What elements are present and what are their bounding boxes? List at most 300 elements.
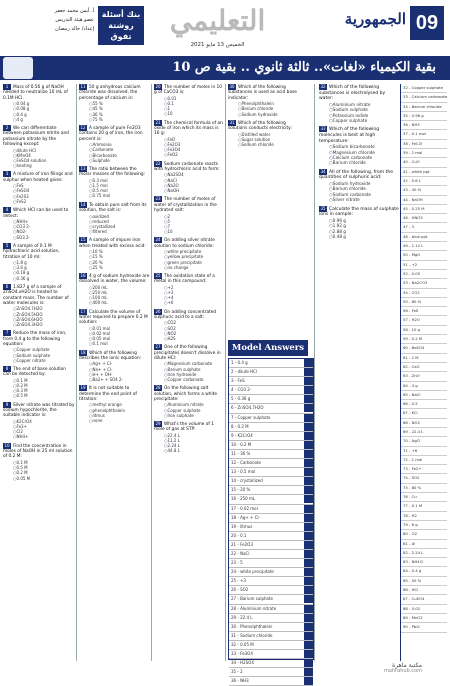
answer-option: ○ 0.01 mol: [79, 326, 150, 331]
footer-mark: مكتبة ماهرة: [392, 662, 422, 669]
answer-option: ○ Fe3+: [3, 424, 75, 429]
question-item: [154, 161, 224, 194]
question-bank-box: [4, 6, 144, 46]
strip-answer: 40 - CuO: [401, 158, 447, 167]
answer-text: 20 - 0.1: [231, 532, 247, 538]
answer-option: ○ FeSO4 solution: [3, 158, 75, 163]
strip-answer: 46 - HNO3: [401, 214, 447, 223]
question-text: [79, 166, 150, 178]
question-text: [3, 243, 75, 260]
question-text: [154, 421, 224, 433]
strip-answer: 35 - 0.96 g: [401, 112, 447, 121]
answer-row: [229, 441, 313, 450]
answer-option: ○ Carbonate: [79, 147, 150, 152]
question-item: [154, 309, 224, 342]
answer-text: 18 - Ag+ + Cl-: [231, 514, 260, 520]
question-number: 23: [155, 196, 161, 202]
answer-option: ○ oxidized: [79, 214, 150, 219]
question-column-5: [314, 84, 399, 661]
answer-option: ○ 0.96 g: [319, 218, 399, 223]
question-body: On adding concentrated sulphuric acid to a salt:: [154, 309, 217, 320]
answer-option: ○ 2: [154, 214, 224, 219]
model-answers-heading: Model Answers: [228, 340, 308, 356]
answer-option: ○ 55 %: [79, 101, 150, 106]
answer-option: ○ K2CrO4: [3, 419, 75, 424]
answer-marker: [304, 359, 313, 367]
answer-marker: [304, 432, 313, 440]
answer-option: ○ dilute HCl: [3, 148, 75, 153]
answer-option: ○ 10 %: [79, 249, 150, 254]
answer-option: ○ ZnSO4.3H2O: [3, 322, 75, 327]
strip-answer: 66 - 0.5: [401, 400, 447, 409]
question-text: [228, 120, 306, 132]
question-body: One of the following precipitates doesn't dissolve in dilute HCl:: [154, 345, 221, 361]
answer-option: ○ 0.75 mol: [79, 193, 150, 198]
answer-row: [229, 568, 313, 577]
question-body: The number of moles of water of crystallization in the hydrated salt:: [154, 197, 217, 214]
question-body: Which of the following molecules is best at high temperature:: [319, 127, 380, 144]
strip-answer: 36 - NH3: [401, 121, 447, 130]
strip-answer: 63 - ZnO: [401, 372, 447, 381]
strip-answer: 58 - 10 g: [401, 326, 447, 335]
question-text: [154, 84, 224, 96]
question-text: [79, 350, 150, 362]
answer-marker: [304, 550, 313, 558]
footer-site: mahrahub.com: [383, 668, 422, 674]
answer-option: ○ 20 %: [79, 260, 150, 265]
question-text: [319, 206, 399, 218]
answer-option: ○ NaOH: [154, 188, 224, 193]
question-body: The chemical formula of an oxide of iron which its mass is 16 g:: [154, 120, 223, 137]
question-number: 1: [3, 84, 11, 90]
question-text: [79, 237, 150, 249]
answer-marker: [304, 532, 313, 540]
answer-option: ○ 45 %: [79, 106, 150, 111]
strip-answer: 71 - +6: [401, 447, 447, 456]
question-text: [3, 84, 75, 101]
answer-option: ○ Copper nitrate: [3, 358, 75, 363]
question-body: Which of the following substances is electrolysed by water:: [319, 85, 386, 102]
question-body: Which of the following solutions conducts electricity:: [228, 120, 292, 132]
question-number: 21: [155, 119, 161, 125]
answer-row: [229, 486, 313, 495]
answer-option: ○ Sodium hydroxide: [228, 112, 306, 117]
answer-option: ○ 75 %: [79, 117, 150, 122]
answer-option: ○ 2.24 L: [154, 443, 224, 448]
answer-option: ○ crystallized: [79, 224, 150, 229]
answer-option: ○ +3: [154, 290, 224, 295]
answer-row: [229, 577, 313, 586]
answer-option: ○ Fe2O3: [154, 142, 224, 147]
answer-row: [229, 559, 313, 568]
answer-text: 21 - Fe2O3: [231, 541, 253, 547]
question-text: [3, 443, 75, 460]
question-item: [79, 202, 150, 235]
question-body: On adding silver nitrate solution to sodium chloride:: [154, 238, 215, 249]
answer-option: ○ Sodium sulphate: [319, 107, 399, 112]
answer-option: ○ Barium sulphate: [154, 367, 224, 372]
strip-answer: 37 - 0.1 mol: [401, 130, 447, 139]
question-body: Which of the following describes the ionic equation:: [79, 350, 142, 361]
question-item: [3, 366, 75, 399]
answer-marker: [304, 414, 313, 422]
answer-option: ○ 0.1: [154, 101, 224, 106]
question-number: 6: [3, 284, 11, 290]
question-number: 26: [155, 308, 161, 314]
question-item: [319, 126, 399, 165]
answer-text: 32 - 0.05 M: [231, 641, 254, 647]
question-number: 13: [80, 166, 86, 172]
answer-row: [229, 459, 313, 468]
column-divider: [151, 84, 152, 661]
answer-row: [229, 505, 313, 514]
answer-option: ○ 7: [154, 224, 224, 229]
question-body: Reduce the mass of iron, from 0.4 g to the following equation:: [3, 331, 67, 347]
question-item: [228, 120, 306, 147]
question-item: [3, 207, 75, 240]
answer-option: ○ NH4+: [3, 434, 75, 439]
question-text: [3, 171, 75, 183]
question-text: [154, 309, 224, 321]
question-number: 7: [3, 330, 11, 336]
question-item: [79, 84, 150, 122]
answer-marker: [304, 650, 313, 658]
answer-option: ○ 0.01: [154, 96, 224, 101]
answer-option: ○ NO2-: [3, 229, 75, 234]
answer-option: ○ 4 g: [3, 117, 75, 122]
question-text: [154, 273, 224, 285]
answer-option: ○ 0.08 g: [3, 106, 75, 111]
question-body: 1.827 g of a sample of ZnSO4.xH2O is heated to constant mass. The number of water molecules is:: [3, 284, 69, 306]
strip-answer: 82 - 2.24 L: [401, 549, 447, 558]
answer-option: ○ FeO2: [154, 152, 224, 157]
question-number: 24: [155, 237, 161, 243]
question-item: [3, 125, 75, 168]
question-number: 28: [155, 385, 161, 391]
answer-marker: [304, 614, 313, 622]
strip-answer: 70 - AgCl: [401, 437, 447, 446]
strip-answer: 49 - 1.12 L: [401, 242, 447, 251]
question-column-1: [3, 84, 75, 661]
answer-text: 19 - litmus: [231, 523, 253, 529]
answer-option: ○ Potassium iodide: [319, 113, 399, 118]
answer-marker: [304, 523, 313, 531]
question-body: The end of base solution can be detected by:: [3, 367, 66, 378]
answer-marker: [304, 586, 313, 594]
answer-option: ○ 0.05 M: [3, 476, 75, 481]
answer-option: ○ yellow precipitate: [154, 254, 224, 259]
answer-marker: [304, 568, 313, 576]
answer-option: ○ Magnesium chloride: [319, 150, 399, 155]
question-body: Sodium carbonate reacts with hydrochloric acid to form:: [154, 161, 220, 173]
question-body: A sample of impure iron when treated with excess acid:: [79, 238, 146, 249]
answer-marker: [304, 377, 313, 385]
question-item: [154, 273, 224, 306]
answer-option: ○ Iron hydroxide: [154, 372, 224, 377]
answer-text: 28 - Aluminium nitrate: [231, 605, 277, 611]
answer-option: ○ none: [79, 418, 150, 423]
question-text: [3, 207, 75, 219]
answer-row: [229, 377, 313, 386]
answer-option: ○ FeO: [154, 137, 224, 142]
answer-text: 7 - Copper sulphate: [231, 414, 271, 420]
question-item: [154, 421, 224, 454]
page-title: بقية الكيمياء «لغات».. ثالثة ثانوي .. بقية ص 10: [172, 60, 436, 75]
answer-row: [229, 477, 313, 486]
answer-option: ○ Copper sulphate: [3, 347, 75, 352]
answer-option: ○ white precipitate: [154, 249, 224, 254]
answer-option: ○ 0.36 g: [3, 276, 75, 281]
question-item: [3, 443, 75, 481]
logo: [344, 6, 444, 46]
answer-marker: [304, 577, 313, 585]
answer-row: [229, 677, 313, 686]
answer-marker: [304, 395, 313, 403]
question-item: [3, 284, 75, 327]
answer-option: ○ 0.5 M: [3, 465, 75, 470]
question-number: 11: [80, 84, 86, 89]
strip-answer: 88 - 0.02: [401, 605, 447, 614]
answer-option: ○ 22.4 L: [154, 433, 224, 438]
bank-line: عضو هيئة التدريس: [55, 17, 94, 23]
answer-option: ○ Ag+ + Cl-: [79, 361, 150, 366]
question-body: It is not suitable to determine the end point of titration:: [79, 386, 137, 403]
question-body: 4 g of sodium hydroxide are dissolved in water, the volume:: [79, 273, 150, 285]
question-text: [3, 366, 75, 378]
answer-option: ○ 100 mL: [79, 295, 150, 300]
answer-option: ○ Sodium hydroxide: [319, 181, 399, 186]
question-number: 3: [3, 171, 11, 177]
answer-text: 26 - SO2: [231, 587, 249, 593]
answer-text: 16 - 250 mL: [231, 496, 256, 502]
answer-row: [229, 395, 313, 404]
answer-option: ○ CO2: [154, 320, 224, 325]
question-item: [319, 206, 399, 240]
column-divider: [76, 84, 77, 661]
answer-marker: [304, 677, 313, 685]
question-item: [319, 169, 399, 203]
question-column-4: [228, 84, 306, 335]
strip-answer: 61 - 2 M: [401, 354, 447, 363]
answer-row: [229, 550, 313, 559]
question-number: 19: [80, 385, 86, 391]
answer-option: ○ filtered: [79, 229, 150, 234]
question-item: [319, 84, 399, 123]
answer-option: ○ ZnSO4.5H2O: [3, 312, 75, 317]
answer-text: 24 - white precipitate: [231, 569, 274, 575]
question-item: [79, 125, 150, 163]
answer-text: 30 - Phenolphthalein: [231, 623, 273, 629]
answer-option: ○ 0.2 M: [3, 470, 75, 475]
answer-option: ○ Na2O: [154, 183, 224, 188]
question-number: 14: [80, 201, 86, 207]
strip-answer: 33 - Calcium carbonate: [401, 93, 447, 102]
answer-option: ○ 0.1 mol: [79, 341, 150, 346]
answer-option: ○ SO3 2-: [3, 235, 75, 240]
strip-answer: 55 - 60 %: [401, 298, 447, 307]
answer-row: [229, 468, 313, 477]
answer-option: ○ 15 %: [79, 254, 150, 259]
question-number: 35: [320, 205, 326, 211]
question-text: [154, 344, 224, 361]
header: [0, 0, 450, 58]
answer-option: ○ 0.1 M: [3, 378, 75, 383]
question-number: 2: [3, 125, 11, 131]
question-number: 4: [3, 207, 11, 213]
question-number: 17: [80, 308, 86, 314]
answer-option: ○ Barium chloride: [228, 106, 306, 111]
strip-answer: 62 - CaO: [401, 363, 447, 372]
answer-marker: [304, 495, 313, 503]
answer-option: ○ 44.8 L: [154, 448, 224, 453]
strip-answer: 56 - FeS: [401, 307, 447, 316]
masthead-title: التعليمي: [169, 4, 266, 37]
answer-row: [229, 450, 313, 459]
answer-option: ○ Sodium bicarbonate: [319, 144, 399, 149]
question-text: [3, 284, 75, 307]
answer-row: [229, 632, 313, 641]
answer-marker: [304, 605, 313, 613]
question-body: Calculate the mass of sulphate ions in sample:: [319, 206, 399, 218]
question-number: 25: [155, 272, 161, 278]
answer-option: ○ 10: [154, 229, 224, 234]
question-body: Which HCl can be used to detect:: [3, 208, 69, 219]
answer-marker: [304, 486, 313, 494]
answer-row: [229, 541, 313, 550]
answer-row: [229, 641, 313, 650]
question-body: Mass of 0.56 g of NaOH needed to neutralize 10 mL of 0.1M HCl.: [3, 85, 68, 101]
answer-option: ○ Sodium chloride: [228, 142, 306, 147]
answer-option: ○ no change: [154, 265, 224, 270]
answer-text: 23 - 5: [231, 560, 243, 566]
answer-text: 6 - ZnSO4.7H2O: [231, 405, 264, 411]
answer-text: 29 - 22.4 L: [231, 614, 253, 620]
answer-marker: [304, 641, 313, 649]
strip-answer: 51 - +2: [401, 261, 447, 270]
column-divider: [225, 84, 226, 661]
strip-answer: 53 - Na2CO3: [401, 279, 447, 288]
answer-row: [229, 423, 313, 432]
strip-answer: 75 - 80 %: [401, 484, 447, 493]
answer-option: ○ 0.5 mol: [79, 188, 150, 193]
strip-answer: 86 - HCl: [401, 586, 447, 595]
answer-row: [229, 432, 313, 441]
answer-option: ○ 0.4 g: [3, 112, 75, 117]
answer-option: ○ phenolphthalein: [79, 408, 150, 413]
answer-row: [229, 359, 313, 368]
question-text: [154, 161, 224, 173]
strip-answer: 77 - 0.1 M: [401, 502, 447, 511]
answer-marker: [304, 559, 313, 567]
answer-option: ○ Barium chloride: [319, 186, 399, 191]
answer-option: ○ reduced: [79, 219, 150, 224]
question-number: 27: [155, 344, 161, 350]
answer-option: ○ methyl orange: [79, 402, 150, 407]
question-text: [79, 202, 150, 214]
strip-answer: 32 - Copper sulphate: [401, 84, 447, 93]
answer-row: [229, 414, 313, 423]
question-text: [79, 309, 150, 326]
answer-option: ○ 0.48 g: [319, 234, 399, 239]
strip-answer: 85 - 50 %: [401, 577, 447, 586]
question-number: 9: [3, 402, 11, 408]
answer-option: ○ Distilled water: [228, 132, 306, 137]
question-item: [154, 196, 224, 234]
answer-row: [229, 404, 313, 413]
answer-option: ○ FeS: [3, 183, 75, 188]
answer-option: ○ 3.6 g: [3, 265, 75, 270]
question-item: [154, 84, 224, 117]
answer-text: 2 - dilute HCl: [231, 369, 258, 375]
answer-text: 27 - Barium sulphate: [231, 596, 274, 602]
strip-answer: 81 - Al: [401, 540, 447, 549]
question-text: [79, 385, 150, 402]
question-body: The ratio between the molar masses of the following:: [79, 167, 146, 178]
question-text: [79, 273, 150, 285]
answer-option: ○ ZnSO4.7H2O: [3, 306, 75, 311]
question-number: 33: [320, 126, 326, 132]
answer-option: ○ Ba2+ + SO4 2-: [79, 377, 150, 382]
question-body: Which of the following substances is used as acid base indicator:: [228, 85, 297, 101]
answer-option: ○ CO3 2-: [3, 224, 75, 229]
question-text: [79, 125, 150, 142]
answer-marker: [304, 477, 313, 485]
answer-option: ○ NH4+: [3, 219, 75, 224]
title-decoration: [3, 57, 33, 79]
answer-text: 15 - 20 %: [231, 487, 251, 493]
answer-option: ○ FeS2: [3, 199, 75, 204]
answer-row: [229, 386, 313, 395]
answer-row: [229, 514, 313, 523]
answer-option: ○ 1.5 mol: [79, 183, 150, 188]
answer-marker: [304, 505, 313, 513]
answer-marker: [304, 386, 313, 394]
question-text: [154, 196, 224, 213]
masthead: [150, 4, 285, 40]
answer-text: 5 - 0.36 g: [231, 396, 251, 402]
answer-option: ○ Na+ + Cl-: [79, 367, 150, 372]
answer-marker: [304, 632, 313, 640]
answer-marker: [304, 441, 313, 449]
question-column-2: [79, 84, 150, 661]
model-answers-table: [228, 358, 314, 684]
answer-marker: [304, 450, 313, 458]
answer-row: [229, 532, 313, 541]
question-text: [3, 402, 75, 419]
question-number: 16: [80, 272, 86, 278]
answer-option: ○ NaCl: [154, 178, 224, 183]
answer-option: ○ Bicarbonate: [79, 153, 150, 158]
answer-option: ○ 1.8 g: [3, 260, 75, 265]
question-text: [154, 120, 224, 137]
answer-marker: [304, 514, 313, 522]
answer-option: ○ 400 mL: [79, 300, 150, 305]
answer-option: ○ 11.2 L: [154, 438, 224, 443]
answer-option: ○ 0.2 M: [3, 383, 75, 388]
question-item: [79, 273, 150, 306]
question-body: A mixture of iron filings and sulphur when heated gives:: [3, 172, 73, 183]
question-column-3: [154, 84, 224, 661]
question-text: [154, 385, 224, 402]
question-body: Find the concentration in moles of NaOH in 25 ml solution of 0.2 M:: [3, 443, 73, 460]
strip-answer: 64 - 4 g: [401, 382, 447, 391]
answer-row: [229, 605, 313, 614]
strip-answer: 41 - white ppt: [401, 168, 447, 177]
question-body: To obtain pure salt from its solution, the salt is:: [79, 202, 147, 214]
answer-row: [229, 523, 313, 532]
answer-text: 17 - 0.02 mol: [231, 505, 258, 511]
question-number: 20: [155, 84, 161, 89]
